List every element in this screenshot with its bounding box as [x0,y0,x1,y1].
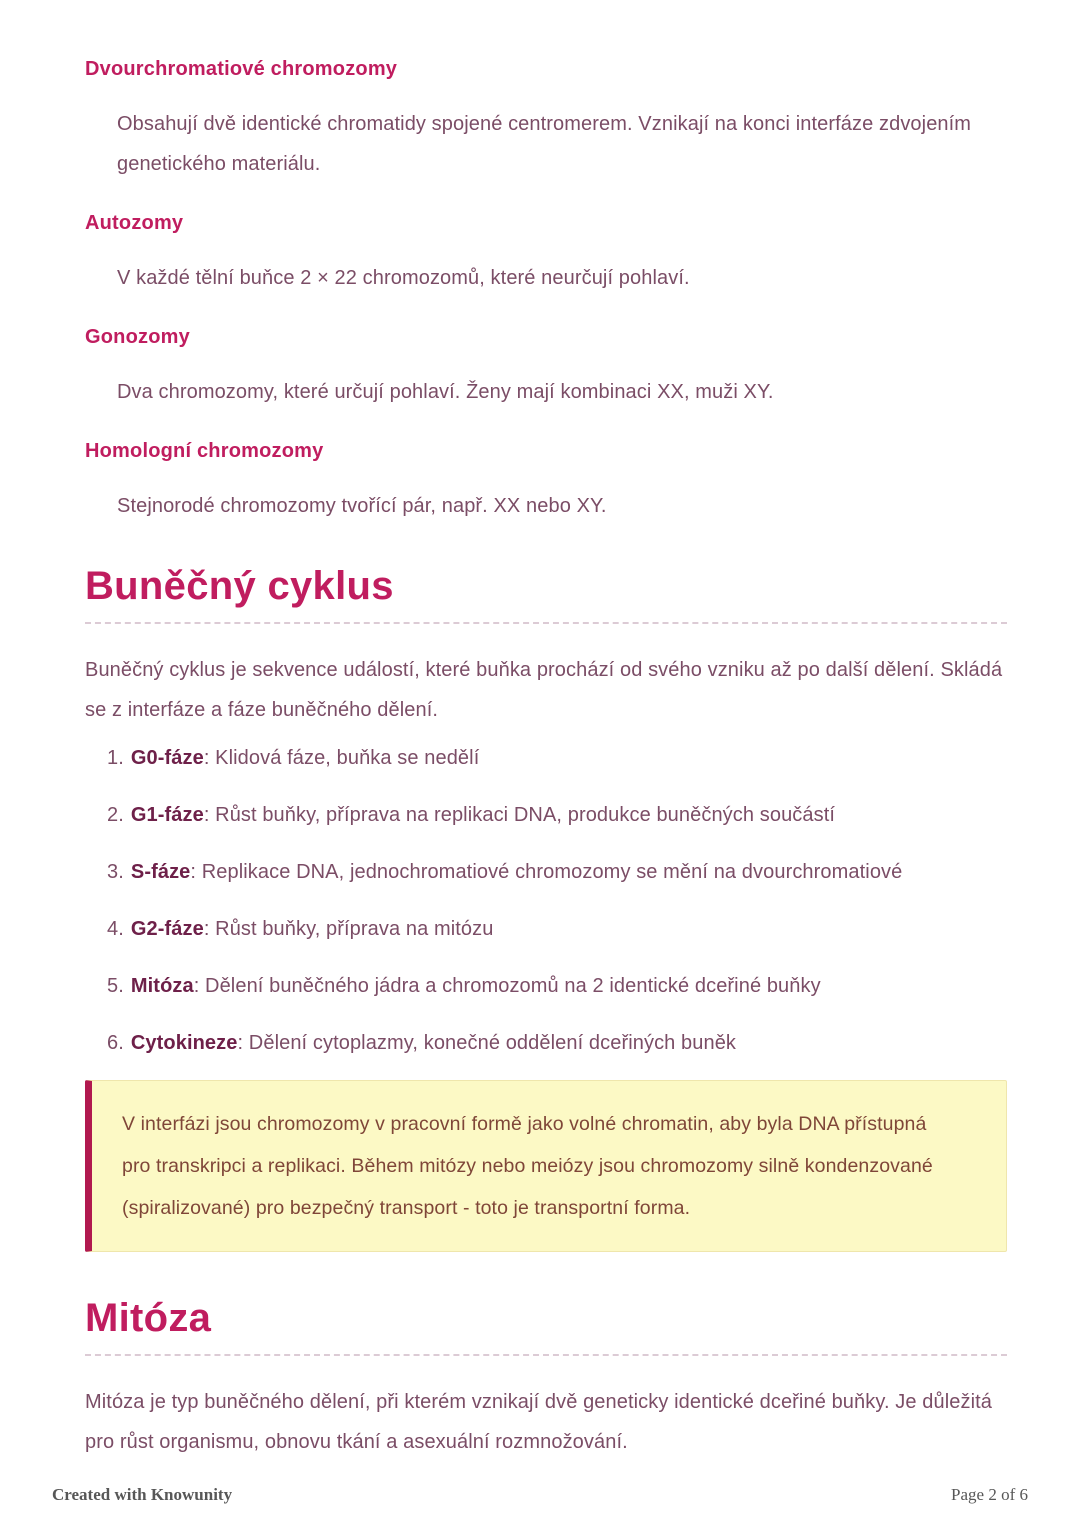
phase-item-g2 [85,909,1007,949]
phase-term: G0-fáze [130,747,204,769]
phase-number: 5. [107,975,124,997]
phase-description: : Replikace DNA, jednochromatiové chromozomy se mění na dvourchromatiové [190,861,903,883]
footer-page-number: Page 2 of 6 [951,1485,1028,1504]
mitosis-intro: Mitóza je typ buněčného dělení, při kterém vznikají dvě geneticky identické dceřiné buňky. Je důležitá pro růst organismu, obnovu tkání a asexuální rozmnožování. [85,1391,992,1453]
phase-description: : Růst buňky, příprava na mitózu [203,918,494,940]
footer-credit: Created with Knowunity [52,1485,233,1504]
phase-number: 1. [107,747,124,769]
phase-description: : Růst buňky, příprava na replikaci DNA, produkce buněčných součástí [203,804,836,826]
phase-number: 3. [107,861,124,883]
page-footer [52,1485,1028,1505]
phase-number: 6. [107,1032,124,1054]
phase-item-g1 [85,795,1007,835]
definition-term-autozomy: Autozomy [85,212,184,234]
phase-item-g0 [85,738,1007,778]
definition-text-homologni: Stejnorodé chromozomy tvořící pár, např. XX nebo XY. [117,495,607,517]
phase-description: : Dělení cytoplazmy, konečné oddělení dceřiných buněk [237,1032,737,1054]
phase-term: G2-fáze [130,918,204,940]
definition-text-dvourchromatiove: Obsahují dvě identické chromatidy spojené centromerem. Vznikají na konci interfáze zdvojením genetického materiálu. [117,113,972,175]
definition-text-gonozomy: Dva chromozomy, které určují pohlaví. Ženy mají kombinaci XX, muži XY. [117,381,774,403]
phase-item-cytokineze [85,1023,1007,1063]
phase-item-mitoza [85,966,1007,1006]
definition-term-gonozomy: Gonozomy [85,326,190,348]
phase-description: : Dělení buněčného jádra a chromozomů na 2 identické dceřiné buňky [193,975,821,997]
phase-description: : Klidová fáze, buňka se nedělí [203,747,480,769]
section-title-mitosis: Mitóza [85,1294,1007,1356]
phase-term: G1-fáze [130,804,204,826]
definition-text-autozomy: V každé tělní buňce 2 × 22 chromozomů, které neurčují pohlaví. [117,267,690,289]
callout-box [85,1080,1007,1252]
definition-term-dvourchromatiove: Dvourchromatiové chromozomy [85,58,398,80]
callout-text: V interfázi jsou chromozomy v pracovní formě jako volné chromatin, aby byla DNA přístupná pro transkripci a replikaci. Během mitózy nebo meiózy jsou chromozomy silně kondenzované (spiralizované) pro bezpečný transport - toto je transportní forma. [122,1113,933,1219]
phase-item-s [85,852,1007,892]
phase-term: S-fáze [130,861,191,883]
section-title-cell-cycle: Buněčný cyklus [85,562,1007,624]
phase-number: 4. [107,918,124,940]
cell-cycle-phase-list [85,738,1007,1063]
definition-term-homologni: Homologní chromozomy [85,440,324,462]
phase-term: Mitóza [130,975,194,997]
cell-cycle-intro: Buněčný cyklus je sekvence událostí, které buňka prochází od svého vzniku až po další dělení. Skládá se z interfáze a fáze buněčného dělení. [85,659,1003,721]
phase-term: Cytokineze [130,1032,238,1054]
phase-number: 2. [107,804,124,826]
